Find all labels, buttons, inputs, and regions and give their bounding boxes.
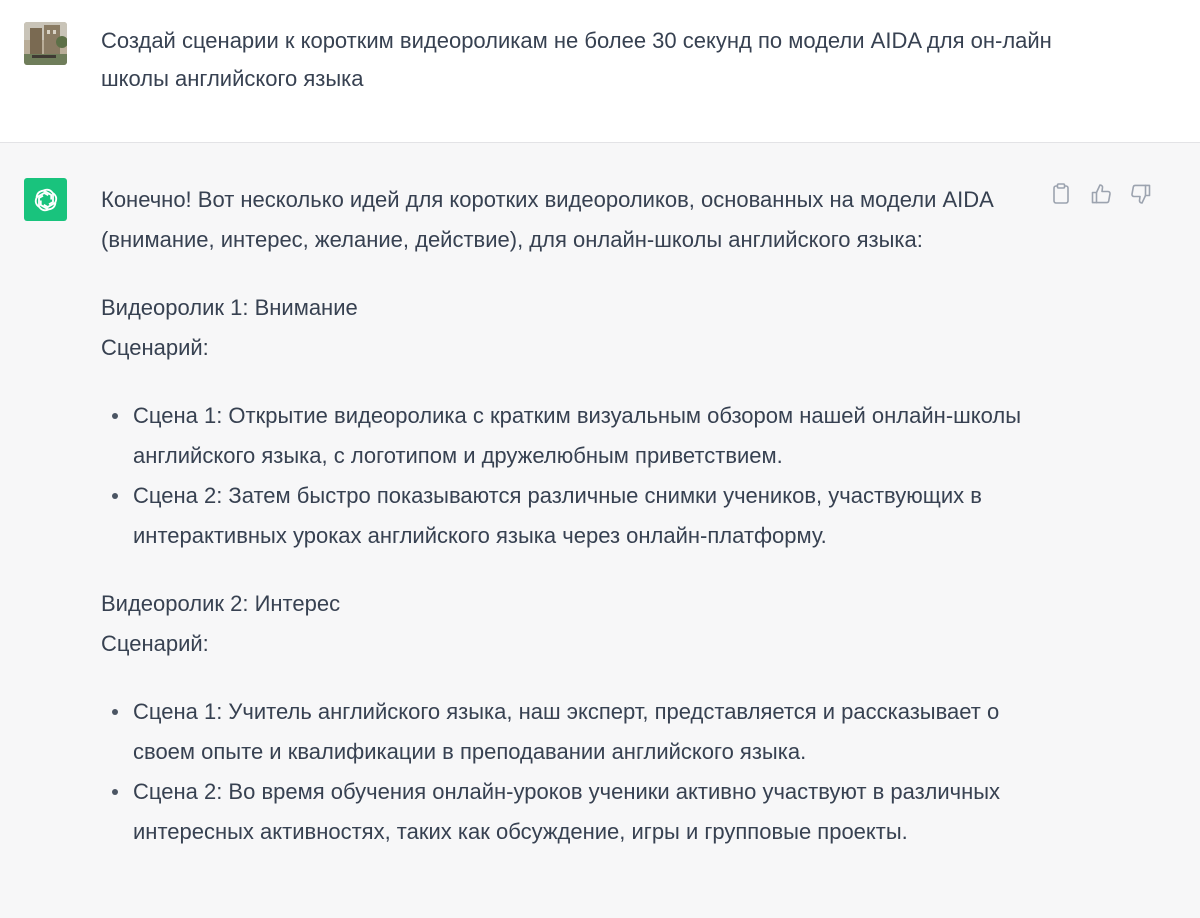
answer-intro: Конечно! Вот несколько идей для коротких видеороликов, основанных на модели AIDA (внимание, интерес, желание, действие), для онлайн-школы английского языка: xyxy=(101,187,993,252)
scene-item: Сцена 1: Учитель английского языка, наш эксперт, представляется и рассказывает о своем опыте и квалификации в преподавании английского языка. xyxy=(133,692,1051,772)
user-message-text: Создай сценарии к коротким видеороликам не более 30 секунд по модели AIDA для он-лайн школы английского языка xyxy=(101,28,1052,91)
scene-item: Сцена 1: Открытие видеоролика с кратким визуальным обзором нашей онлайн-школы английского языка, с логотипом и дружелюбным приветствием. xyxy=(133,396,1051,476)
assistant-message-body xyxy=(101,180,1051,880)
user-message-row xyxy=(0,0,1200,143)
video-1-title: Видеоролик 1: Внимание xyxy=(101,295,358,320)
thumbs-down-icon[interactable] xyxy=(1128,181,1154,207)
video-2-scene-list xyxy=(101,692,1051,852)
user-avatar xyxy=(24,22,67,65)
video-2-script-label: Сценарий: xyxy=(101,631,209,656)
clipboard-icon[interactable] xyxy=(1048,181,1074,207)
scene-item: Сцена 2: Затем быстро показываются различные снимки учеников, участвующих в интерактивных уроках английского языка через онлайн-платформу. xyxy=(133,476,1051,556)
message-actions xyxy=(1048,181,1154,207)
video-1-scene-list xyxy=(101,396,1051,556)
video-2-title: Видеоролик 2: Интерес xyxy=(101,591,341,616)
chatgpt-logo-icon xyxy=(24,178,67,221)
thumbs-up-icon[interactable] xyxy=(1088,181,1114,207)
video-1-script-label: Сценарий: xyxy=(101,335,209,360)
assistant-message-row xyxy=(0,143,1200,918)
scene-item: Сцена 2: Во время обучения онлайн-уроков ученики активно участвуют в различных интересных активностях, таких как обсуждение, игры и групповые проекты. xyxy=(133,772,1051,852)
